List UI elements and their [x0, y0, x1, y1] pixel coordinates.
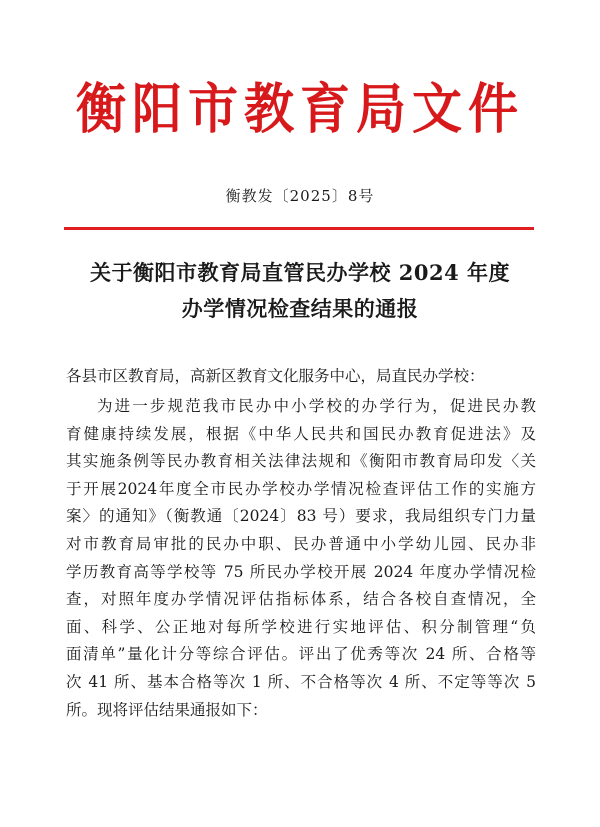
issuing-authority-title: 衡阳市教育局文件 [76, 77, 524, 141]
body-line: 于开展2024年度全市民办学校办学情况检查评估工作的实施方 [66, 479, 536, 498]
body-line: 对市教育局审批的民办中职、民办普通中小学幼儿园、民办非 [66, 534, 536, 553]
body-line: 面清单”量化计分等综合评估。评出了优秀等次 24 所、合格等 [66, 645, 536, 664]
body-line: 面、科学、公正地对每所学校进行实地评估、积分制管理“负 [66, 617, 536, 636]
red-divider-line [64, 227, 534, 230]
body-paragraph [66, 393, 536, 724]
body-line: 案〉的通知》（衡教通〔2024〕83 号）要求，我局组织专门力量 [66, 507, 536, 526]
document-title-line-1: 关于衡阳市教育局直管民办学校 2024 年度 [89, 260, 511, 285]
body-line: 查，对照年度办学情况评估指标体系，结合各校自查情况，全 [66, 590, 536, 609]
document-title-line-2: 办学情况检查结果的通报 [181, 296, 419, 321]
body-line: 学历教育高等学校等 75 所民办学校开展 2024 年度办学情况检 [66, 562, 536, 581]
body-line: 其实施条例等民办教育相关法律法规和《衡阳市教育局印发〈关 [66, 452, 536, 471]
document-title [0, 255, 600, 327]
body-line: 次 41 所、基本合格等次 1 所、不合格等次 4 所、不定等等次 5 [66, 672, 536, 691]
document-number: 衡教发〔2025〕8号 [225, 187, 375, 205]
body-line: 育健康持续发展，根据《中华人民共和国民办教育促进法》及 [66, 424, 536, 443]
body-line: 为进一步规范我市民办中小学校的办学行为，促进民办教 [97, 397, 536, 415]
body-line: 所。现将评估结果通报如下： [66, 700, 268, 719]
addressee-line: 各县市区教育局，高新区教育文化服务中心，局直民办学校： [66, 367, 485, 385]
